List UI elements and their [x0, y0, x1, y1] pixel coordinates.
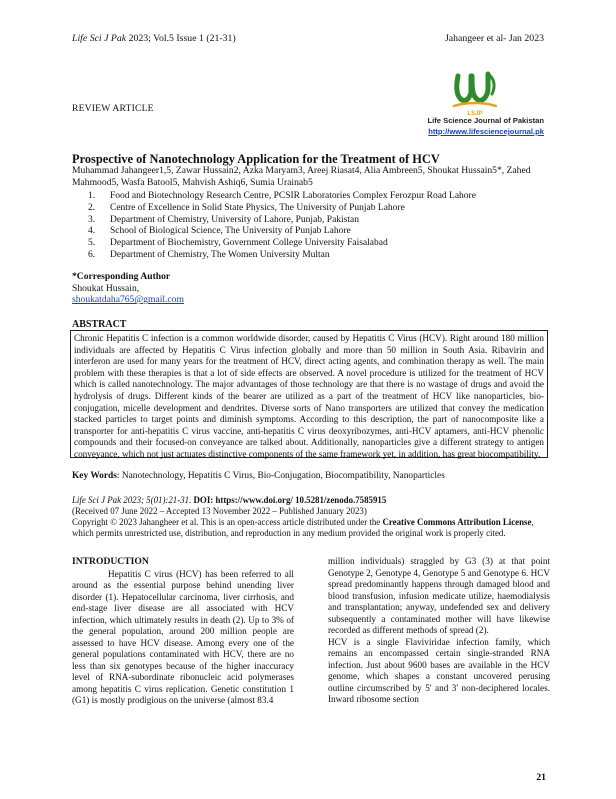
- affiliation-number: 3.: [88, 214, 96, 225]
- affiliation-item: [88, 191, 476, 203]
- affiliation-text: Food and Biotechnology Research Centre, PCSIR Laboratories Complex Ferozpur Road Lahore: [110, 191, 476, 201]
- author-list: Muhammad Jahangeer1,5, Zawar Hussain2, Azka Maryam3, Areej Riasat4, Alia Ambreen5, Shoukat Hussain5*, Zahed Mahmood5, Wasfa Batool5, Mahvish Ashiq6, Sumia Urainab5: [72, 165, 531, 188]
- corresponding-heading: *Corresponding Author: [72, 271, 171, 282]
- affiliation-item: [88, 226, 476, 238]
- header-journal-abbrev: Life Sci J Pak: [72, 33, 127, 44]
- logo-text: LSJP: [467, 111, 483, 116]
- introduction-paragraph-cont: million individuals) straggled by G3 (3) at that point Genotype 2, Genotype 4, Genotype 5 and Genotype 6. HCV spread predominantly happens through damaged blood and blood transfusion, infusion medicate utilize, haemodialysis and transplantation; anyway, undefended sex and delivery subsequently a contaminated mother will have likewise recorded as different methods of spread (2).: [328, 556, 550, 635]
- affiliation-number: 2.: [88, 202, 96, 213]
- article-title: Prospective of Nanotechnology Application for the Treatment of HCV: [72, 152, 440, 166]
- abstract-text: Chronic Hepatitis C infection is a common worldwide disorder, caused by Hepatitis C Virus (HCV). Right around 180 million individuals are affected by Hepatitis C Virus infection globally and more than 50 million in South Asia. Ribavirin and interferon are used for many years for the treatment of HCV, direct acting agents, and combination therapy as well. The main problem with these therapies is that a lot of side effects are observed. A novel procedure is utilized for the treatment of HCV which is called nanotechnology. The major advantages of those technology are that there is no wastage of drugs and avoid the hydrolysis of drugs. Different kinds of the bearer are utilized as a part of the treatment of HCV like nanoparticles, bio-conjugation, micelle development and dendrites. Diverse sorts of Nano transporters are utilized that convey the medication stacked particles to target points and diminish symptoms. According to this description, the part of nanocomposite like a transporter for anti-hepatitis C virus vaccine, anti-hepatitis C virus deoxyribozymes, anti-HCV aptamers, anti-HCV phenolic compounds and their focused-on conveyance are talked about. Additionally, nanoparticles give a different strategy to antigen conveyance, which not just actuates distinctive components of the same framework yet, in addition, has great biocompatibility.: [74, 333, 544, 459]
- citation-block: [72, 495, 552, 539]
- affiliation-item: [88, 238, 476, 250]
- affiliation-item: [88, 215, 476, 227]
- corresponding-name: Shoukat Hussain,: [72, 282, 140, 294]
- column-right: [328, 556, 550, 706]
- affiliation-number: 6.: [88, 249, 96, 260]
- header-issue: 2023; Vol.5 Issue 1 (21-31): [126, 33, 236, 44]
- page-number: 21: [536, 772, 546, 783]
- abstract-box: [70, 330, 548, 458]
- copyright-text-end: , which permits unrestricted use, distribution, and reproduction in any medium provided the original work is properly cited.: [72, 517, 534, 538]
- affiliation-text: Department of Biochemistry, Government College University Faisalabad: [110, 238, 388, 249]
- affiliation-item: [88, 203, 476, 215]
- article-type: REVIEW ARTICLE: [72, 103, 154, 114]
- affiliation-number: 5.: [88, 238, 96, 249]
- affiliation-number: 4.: [88, 226, 96, 237]
- introduction-heading: INTRODUCTION: [72, 556, 149, 567]
- running-header-right: Jahangeer et al- Jan 2023: [444, 33, 544, 44]
- affiliation-text: Department of Chemistry, The Women University Multan: [110, 249, 330, 260]
- journal-name: Life Science Journal of Pakistan: [427, 116, 544, 125]
- abstract-heading: ABSTRACT: [72, 319, 127, 330]
- keywords: [72, 471, 552, 481]
- running-header-left: [72, 33, 236, 44]
- corresponding-author: [72, 271, 184, 306]
- license-link[interactable]: Creative Commons Attribution License: [382, 517, 532, 527]
- journal-url-link[interactable]: http://www.lifesciencejournal.pk: [428, 127, 544, 136]
- affiliation-list: [88, 191, 476, 262]
- affiliation-text: School of Biological Science, The University of Punjab Lahore: [110, 226, 351, 237]
- affiliation-item: [88, 250, 476, 262]
- corresponding-email-link[interactable]: shoukatdaha765@gmail.com: [72, 294, 184, 306]
- citation-dates: (Received 07 June 2022 – Accepted 13 November 2022 – Published January 2023): [72, 506, 367, 516]
- copyright-text: Copyright © 2023 Jahangheer et al. This is an open-access article distributed under the: [72, 517, 383, 527]
- column-left: [72, 556, 294, 707]
- affiliation-text: Department of Chemistry, University of Lahore, Punjab, Pakistan: [110, 214, 359, 225]
- citation-doi-link[interactable]: DOI: https://www.doi.org/ 10.5281/zenodo.7585915: [191, 495, 387, 505]
- introduction-paragraph-2: HCV is a single Flaviviridae infection family, which remains an encompassed certain single-stranded RNA infection. Just about 9600 bases are available in the HCV genome, which shapes a constant uncovered perusing outline circumscribed by 5' and 3' non-deciphered locales. Inward ribosome section: [328, 636, 550, 704]
- journal-logo: [450, 70, 500, 116]
- keywords-text: : Nanotechnology, Hepatitis C Virus, Bio-Conjugation, Biocompatibility, Nanoparticles: [116, 471, 445, 481]
- citation-ref: Life Sci J Pak 2023; 5(01):21-31.: [72, 495, 192, 505]
- introduction-paragraph: Hepatitis C virus (HCV) has been referred to all around as the essential purpose behind unending liver disorder (1). Hepatocellular carcinoma, liver cirrhosis, and end-stage liver disease are all associated with HCV infection, which ultimately results in death (2). Up to 3% of the general population, around 200 million people are assessed to have HCV disease. Among every one of the general populations contaminated with HCV, there are no less than six genotypes because of the higher inaccuracy level of RNA-subordinate ribonucleic acid polymerases among hepatitis C virus replication. Genetic constitution 1 (G1) is mostly prodigious on the universe (almost 83.4: [72, 568, 294, 705]
- affiliation-number: 1.: [88, 191, 96, 201]
- affiliation-text: Centre of Excellence in Solid State Physics, The University of Punjab Lahore: [110, 202, 405, 213]
- keywords-label: Key Words: [72, 471, 117, 481]
